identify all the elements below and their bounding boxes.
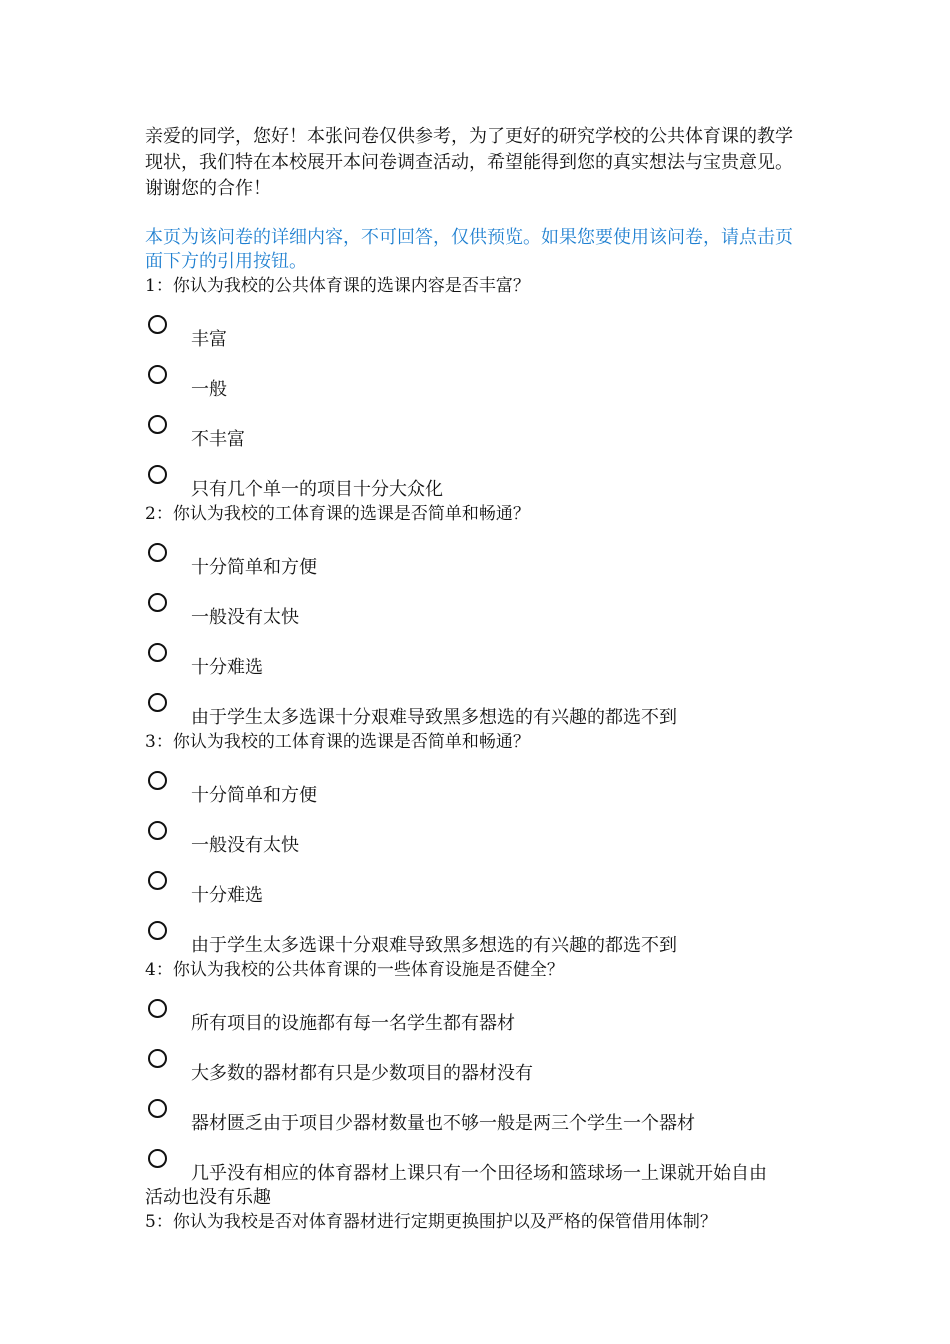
preview-notice: 本页为该问卷的详细内容，不可回答，仅供预览。如果您要使用该问卷，请点击页面下方的引用按钮。 <box>145 227 793 272</box>
radio-icon[interactable] <box>148 1049 167 1068</box>
option-row[interactable] <box>145 884 810 908</box>
radio-icon[interactable] <box>148 693 167 712</box>
radio-icon[interactable] <box>148 415 167 434</box>
option-label: 十分难选 <box>191 657 263 678</box>
option-label: 不丰富 <box>191 429 245 450</box>
option-row[interactable] <box>145 378 810 402</box>
question-title: 1：你认为我校的公共体育课的选课内容是否丰富？ <box>145 276 530 296</box>
question-title: 5：你认为我校是否对体育器材进行定期更换围护以及严格的保管借用体制？ <box>145 1212 717 1232</box>
option-label: 器材匮乏由于项目少器材数量也不够一般是两三个学生一个器材 <box>191 1113 695 1134</box>
option-row[interactable] <box>145 1062 810 1086</box>
question-5 <box>145 1210 810 1234</box>
radio-icon[interactable] <box>148 465 167 484</box>
radio-icon[interactable] <box>148 593 167 612</box>
question-1 <box>145 274 810 502</box>
radio-icon[interactable] <box>148 1099 167 1118</box>
question-4 <box>145 958 810 1210</box>
radio-icon[interactable] <box>148 1149 167 1168</box>
question-3 <box>145 730 810 958</box>
option-row[interactable] <box>145 834 810 858</box>
option-label: 所有项目的设施都有每一名学生都有器材 <box>191 1013 515 1034</box>
radio-icon[interactable] <box>148 871 167 890</box>
question-2 <box>145 502 810 730</box>
question-title: 3：你认为我校的工体育课的选课是否简单和畅通？ <box>145 732 530 752</box>
option-label: 一般没有太快 <box>191 607 299 628</box>
radio-icon[interactable] <box>148 771 167 790</box>
option-label: 一般 <box>191 379 227 400</box>
radio-icon[interactable] <box>148 365 167 384</box>
option-label: 几乎没有相应的体育器材上课只有一个田径场和篮球场一上课就开始自由 <box>191 1163 767 1184</box>
option-label: 十分难选 <box>191 885 263 906</box>
option-row[interactable] <box>145 1162 810 1210</box>
radio-icon[interactable] <box>148 543 167 562</box>
option-label: 十分简单和方便 <box>191 785 317 806</box>
option-row[interactable] <box>145 706 810 730</box>
option-label: 一般没有太快 <box>191 835 299 856</box>
option-row[interactable] <box>145 1112 810 1136</box>
option-row[interactable] <box>145 328 810 352</box>
option-row[interactable] <box>145 1012 810 1036</box>
option-label-continuation: 活动也没有乐趣 <box>145 1187 271 1208</box>
radio-icon[interactable] <box>148 315 167 334</box>
option-label: 只有几个单一的项目十分大众化 <box>191 479 443 500</box>
question-title: 2：你认为我校的工体育课的选课是否简单和畅通？ <box>145 504 530 524</box>
survey-page <box>145 124 810 1234</box>
option-label: 十分简单和方便 <box>191 557 317 578</box>
option-row[interactable] <box>145 478 810 502</box>
option-row[interactable] <box>145 606 810 630</box>
radio-icon[interactable] <box>148 999 167 1018</box>
option-label: 大多数的器材都有只是少数项目的器材没有 <box>191 1063 533 1084</box>
survey-intro: 亲爱的同学，您好！本张问卷仅供参考，为了更好的研究学校的公共体育课的教学现状，我们特在本校展开本问卷调查活动，希望能得到您的真实想法与宝贵意见。谢谢您的合作！ <box>145 126 793 199</box>
option-row[interactable] <box>145 934 810 958</box>
option-label: 由于学生太多选课十分艰难导致黑多想选的有兴趣的都选不到 <box>191 707 677 728</box>
option-row[interactable] <box>145 556 810 580</box>
radio-icon[interactable] <box>148 821 167 840</box>
option-row[interactable] <box>145 428 810 452</box>
option-row[interactable] <box>145 656 810 680</box>
option-label: 丰富 <box>191 329 227 350</box>
radio-icon[interactable] <box>148 921 167 940</box>
option-label: 由于学生太多选课十分艰难导致黑多想选的有兴趣的都选不到 <box>191 935 677 956</box>
option-row[interactable] <box>145 784 810 808</box>
radio-icon[interactable] <box>148 643 167 662</box>
question-title: 4：你认为我校的公共体育课的一些体育设施是否健全？ <box>145 960 564 980</box>
